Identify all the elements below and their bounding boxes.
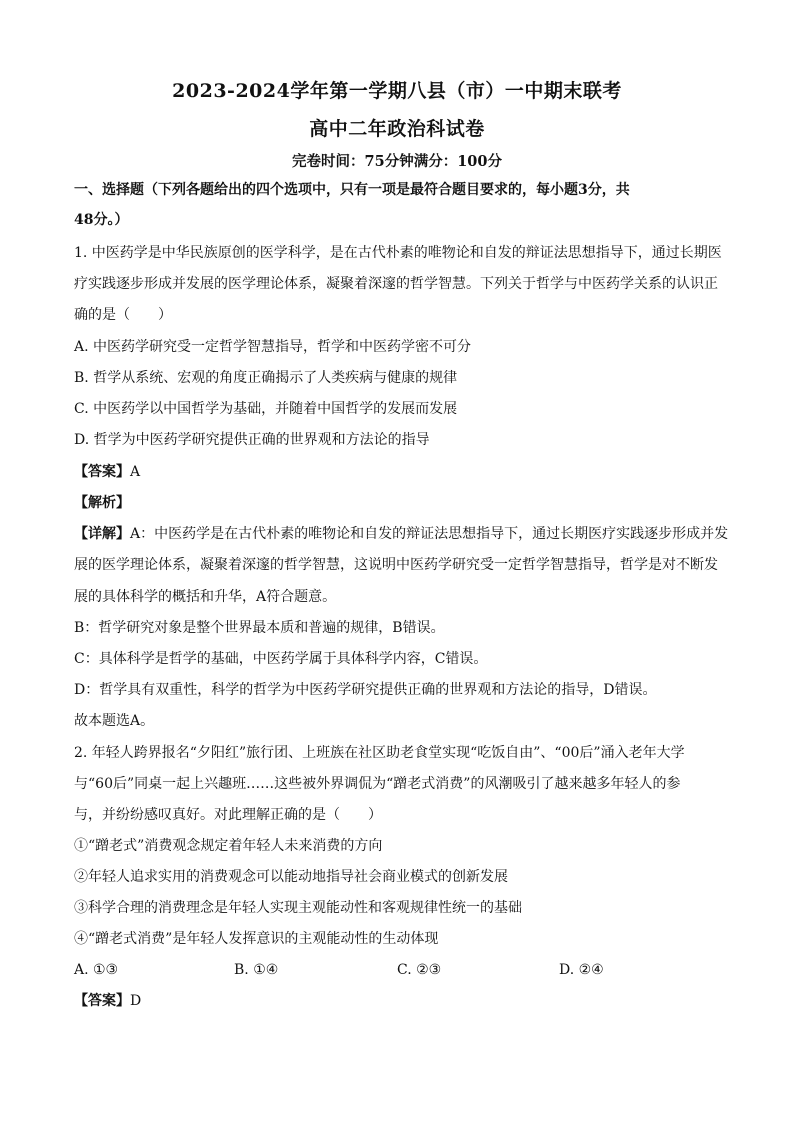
q1-option-b: B. 哲学从系统、宏观的角度正确揭示了人类疾病与健康的规律	[74, 370, 458, 386]
q1-detail-line2: 展的医学理论体系，凝聚着深邃的哲学智慧，这说明中医药学研究受一定哲学智慧指导，哲学是对不断发	[74, 557, 718, 573]
exam-title: 2023-2024学年第一学期八县（市）一中期末联考	[172, 80, 622, 102]
q2-statement-3: ③科学合理的消费理念是年轻人实现主观能动性和客观规律性统一的基础	[74, 900, 522, 916]
q2-answer	[74, 991, 724, 1011]
exam-time-score: 完卷时间：75分钟满分：100分	[292, 153, 502, 170]
q1-analysis-label: 【解析】	[74, 495, 130, 511]
q1-conclusion: 故本题选A。	[74, 713, 155, 729]
q1-option-d: D. 哲学为中医药学研究提供正确的世界观和方法论的指导	[74, 432, 430, 448]
q1-detail-b: B：哲学研究对象是整个世界最本质和普遍的规律，B错误。	[74, 620, 445, 636]
q1-detail-line1	[74, 524, 729, 544]
answer-value: A	[130, 464, 141, 480]
answer-value: D	[130, 993, 142, 1009]
q2-stem-line2: 与“60后”同桌一起上兴趣班……这些被外界调侃为“蹭老式消费”的风潮吸引了越来越多年轻人的参	[74, 776, 681, 792]
detail-text: A：中医药学是在古代朴素的唯物论和自发的辩证法思想指导下，通过长期医疗实践逐步形成并发	[130, 526, 729, 542]
q1-stem-line3: 确的是（ ）	[74, 307, 172, 323]
exam-subtitle: 高中二年政治科试卷	[309, 118, 485, 140]
q2-statement-2: ②年轻人追求实用的消费观念可以能动地指导社会商业模式的创新发展	[74, 869, 508, 885]
q2-option-c: C. ②③	[397, 962, 442, 978]
detail-label: 【详解】	[74, 526, 130, 542]
q1-answer	[74, 462, 724, 482]
section-heading-line2: 48分。）	[74, 212, 129, 228]
answer-label: 【答案】	[74, 993, 130, 1009]
q2-stem-line3: 与，并纷纷感叹真好。对此理解正确的是（ ）	[74, 807, 382, 823]
q2-statement-4: ④“蹭老式消费”是年轻人发挥意识的主观能动性的生动体现	[74, 931, 439, 947]
q2-option-b: B. ①④	[234, 962, 279, 978]
q1-detail-line3: 展的具体科学的概括和升华，A符合题意。	[74, 589, 337, 605]
q1-detail-d: D：哲学具有双重性，科学的哲学为中医药学研究提供正确的世界观和方法论的指导，D错误。	[74, 682, 657, 698]
section-heading-line1: 一、选择题（下列各题给出的四个选项中，只有一项是最符合题目要求的，每小题3分，共	[74, 182, 630, 198]
answer-label: 【答案】	[74, 464, 130, 480]
q1-stem-line1: 1. 中医药学是中华民族原创的医学科学，是在古代朴素的唯物论和自发的辩证法思想指导下，通过长期医	[74, 245, 722, 261]
q1-option-a: A. 中医药学研究受一定哲学智慧指导，哲学和中医药学密不可分	[74, 339, 472, 355]
q2-statement-1: ①“蹭老式”消费观念规定着年轻人未来消费的方向	[74, 838, 383, 854]
q1-option-c: C. 中医药学以中国哲学为基础，并随着中国哲学的发展而发展	[74, 401, 458, 417]
q2-stem-line1: 2. 年轻人跨界报名“夕阳红”旅行团、上班族在社区助老食堂实现“吃饭自由”、“00后”涌入老年大学	[74, 745, 685, 761]
q1-detail-c: C：具体科学是哲学的基础，中医药学属于具体科学内容，C错误。	[74, 651, 488, 667]
q2-option-a: A. ①③	[74, 962, 119, 978]
q2-option-d: D. ②④	[559, 962, 604, 978]
q1-stem-line2: 疗实践逐步形成并发展的医学理论体系，凝聚着深邃的哲学智慧。下列关于哲学与中医药学关系的认识正	[74, 276, 718, 292]
